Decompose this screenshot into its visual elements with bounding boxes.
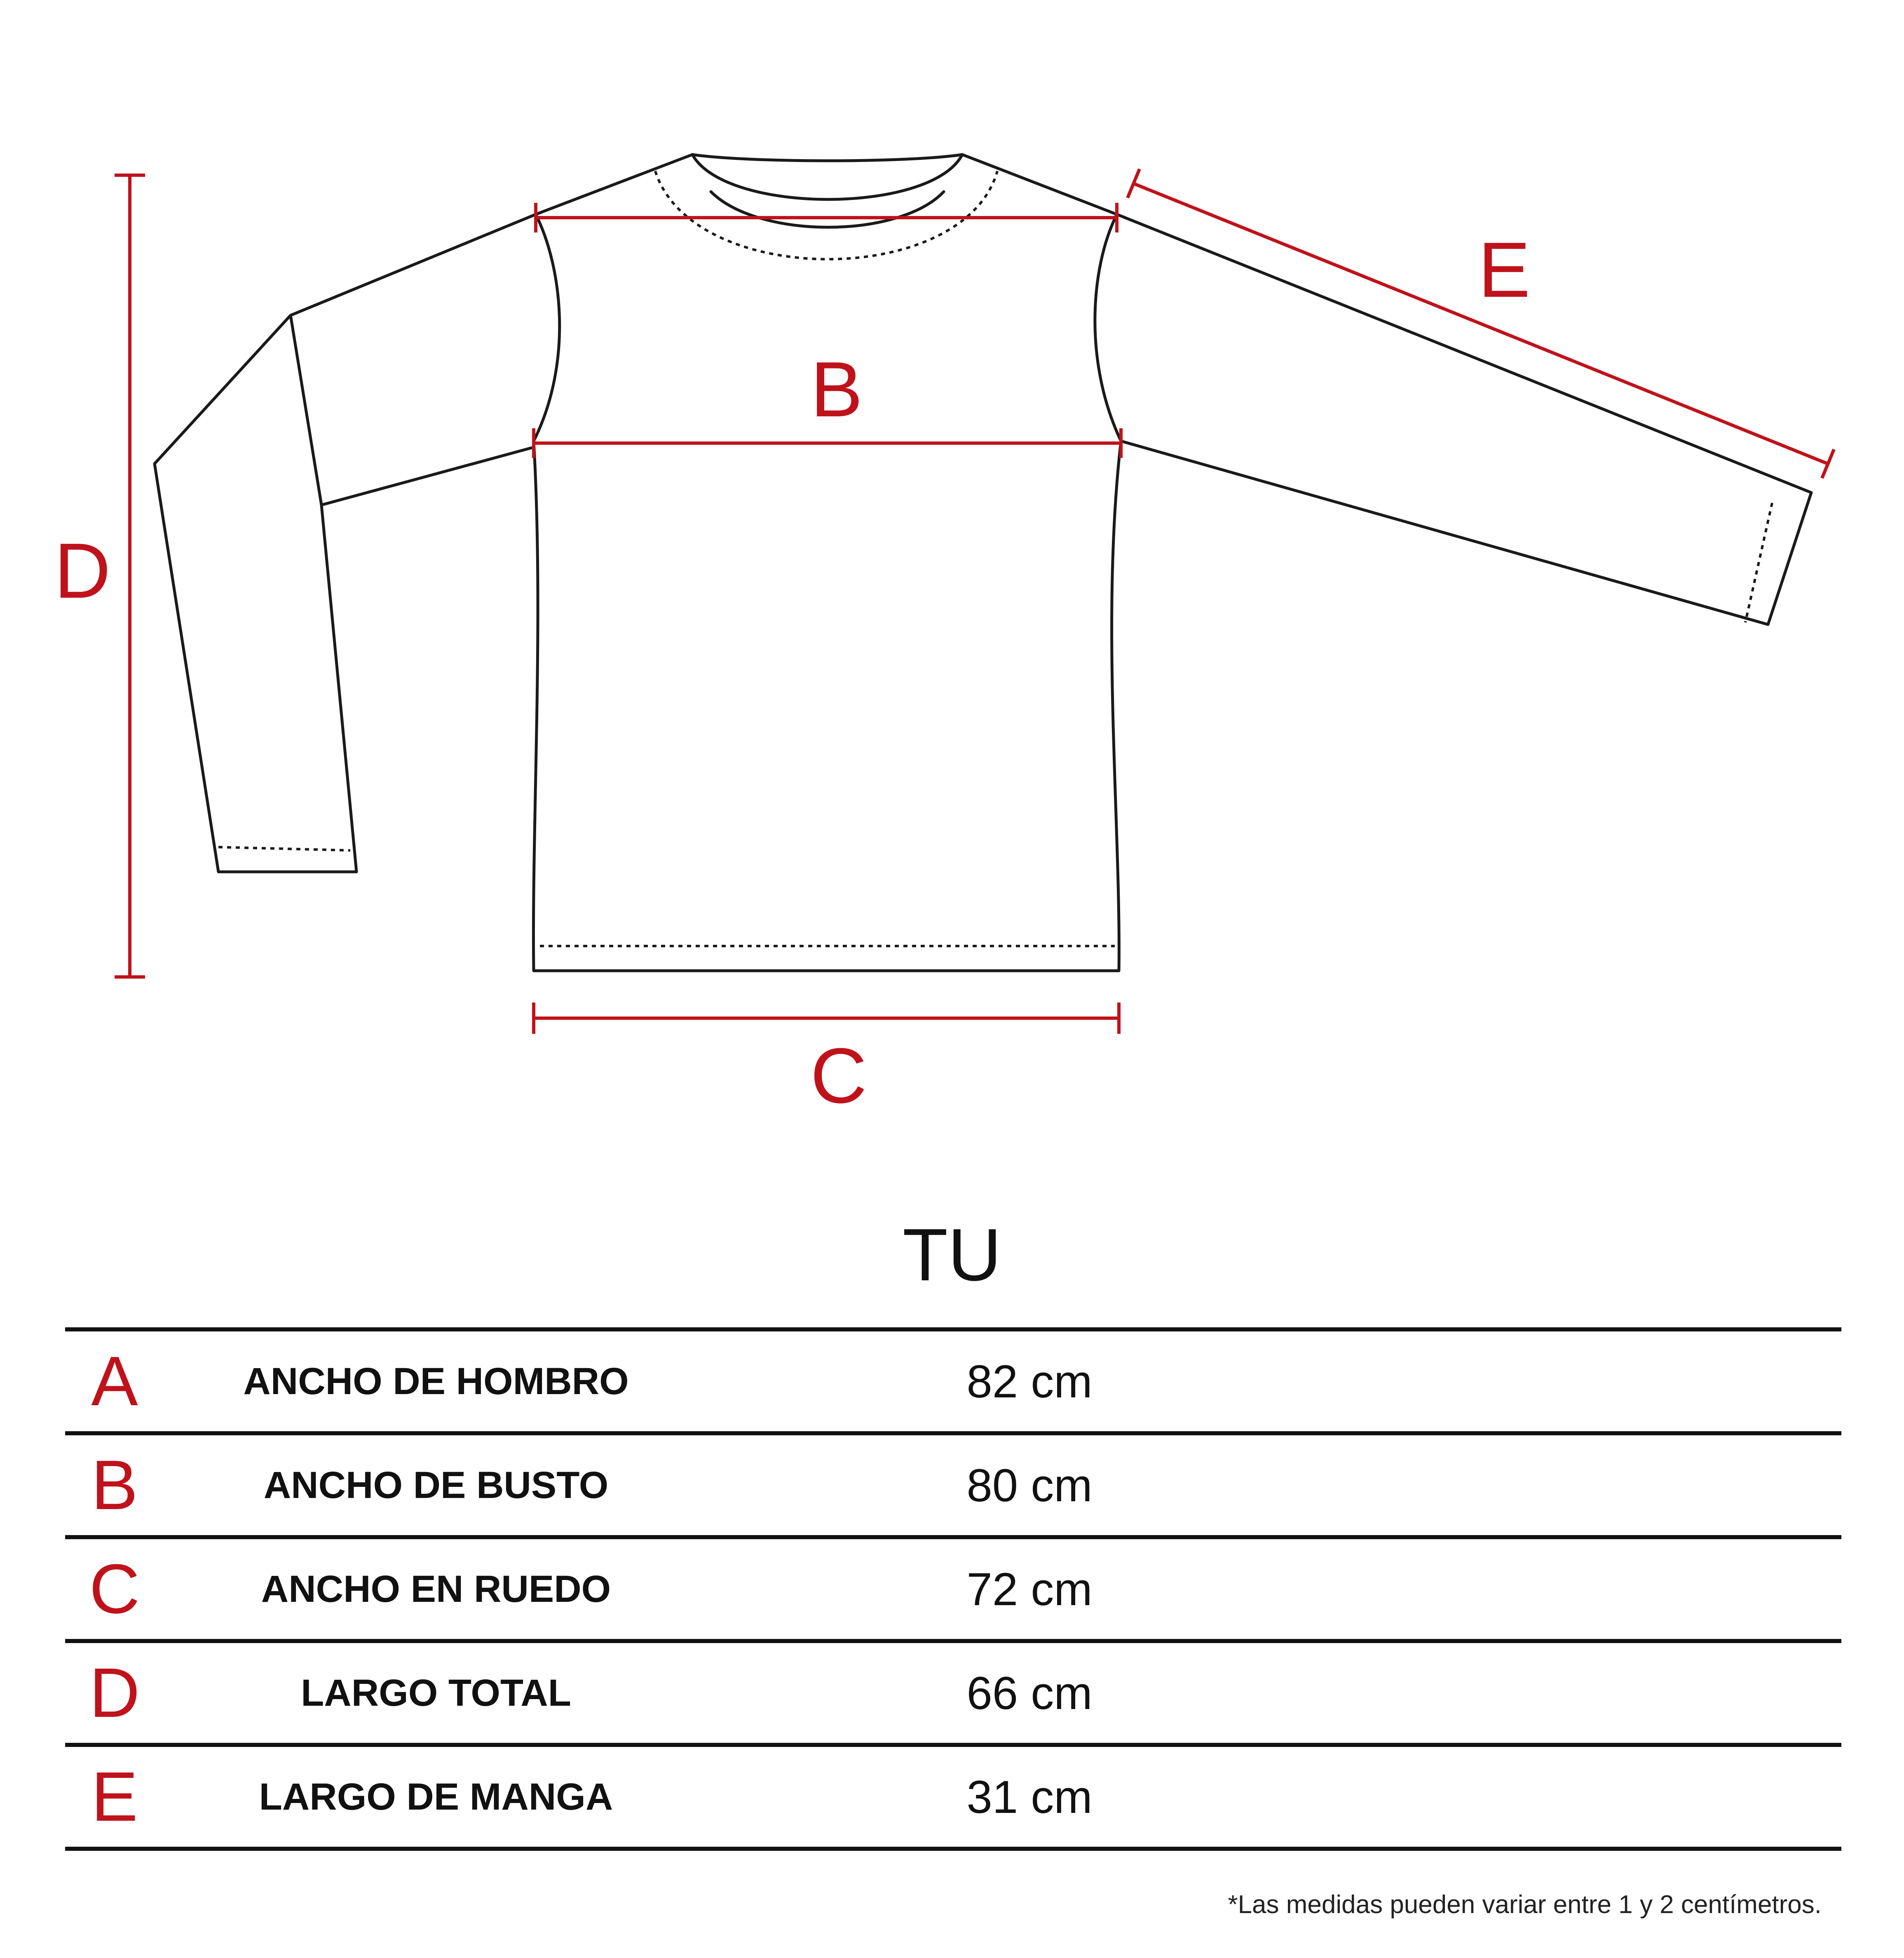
- table-row: [65, 1643, 1841, 1743]
- measurement-e-letter: E: [1478, 226, 1531, 314]
- row-value: 82 cm: [966, 1355, 1093, 1407]
- size-title: TU: [903, 1214, 1001, 1296]
- left-sleeve: [155, 214, 536, 872]
- footnote: *Las medidas pueden variar entre 1 y 2 centímetros.: [1228, 1890, 1822, 1919]
- measurement-d-line: [115, 175, 145, 977]
- row-letter: D: [89, 1654, 140, 1732]
- table-divider: [65, 1431, 1841, 1435]
- left-sleeve-seam: [291, 315, 321, 505]
- measurement-b-letter: B: [810, 346, 863, 433]
- row-label: ANCHO DE HOMBRO: [243, 1360, 629, 1402]
- row-letter: A: [91, 1342, 138, 1420]
- measurement-c-letter: C: [810, 1032, 867, 1120]
- table-divider: [65, 1639, 1841, 1643]
- table-row: [65, 1747, 1841, 1847]
- neckline-outer: [692, 155, 962, 161]
- row-letter: E: [91, 1758, 138, 1836]
- table-divider: [65, 1743, 1841, 1747]
- measurement-d-letter: D: [54, 527, 111, 615]
- table-row: [65, 1435, 1841, 1535]
- row-letter: C: [89, 1550, 140, 1628]
- measurement-e-line: [1128, 169, 1834, 478]
- table-row: [65, 1331, 1841, 1431]
- right-cuff-stitch: [1745, 503, 1772, 622]
- row-label: ANCHO EN RUEDO: [261, 1568, 611, 1610]
- row-value: 31 cm: [966, 1771, 1093, 1823]
- table-divider: [65, 1327, 1841, 1331]
- left-cuff-stitch: [218, 847, 350, 850]
- table-divider: [65, 1847, 1841, 1851]
- row-label: ANCHO DE BUSTO: [263, 1464, 609, 1506]
- row-value: 80 cm: [966, 1459, 1093, 1511]
- shirt-outline: [155, 155, 1811, 971]
- neckline-stitch: [655, 171, 997, 259]
- size-table: [65, 1327, 1841, 1851]
- right-sleeve: [1117, 214, 1811, 624]
- neckline-inner: [711, 192, 944, 227]
- row-label: LARGO DE MANGA: [259, 1775, 613, 1818]
- table-row: [65, 1539, 1841, 1639]
- row-value: 66 cm: [966, 1667, 1093, 1719]
- row-letter: B: [91, 1446, 138, 1524]
- row-value: 72 cm: [966, 1563, 1093, 1615]
- row-label: LARGO TOTAL: [301, 1672, 571, 1714]
- table-divider: [65, 1535, 1841, 1539]
- measurement-c-line: [534, 1002, 1119, 1034]
- shirt-body: [533, 155, 1121, 971]
